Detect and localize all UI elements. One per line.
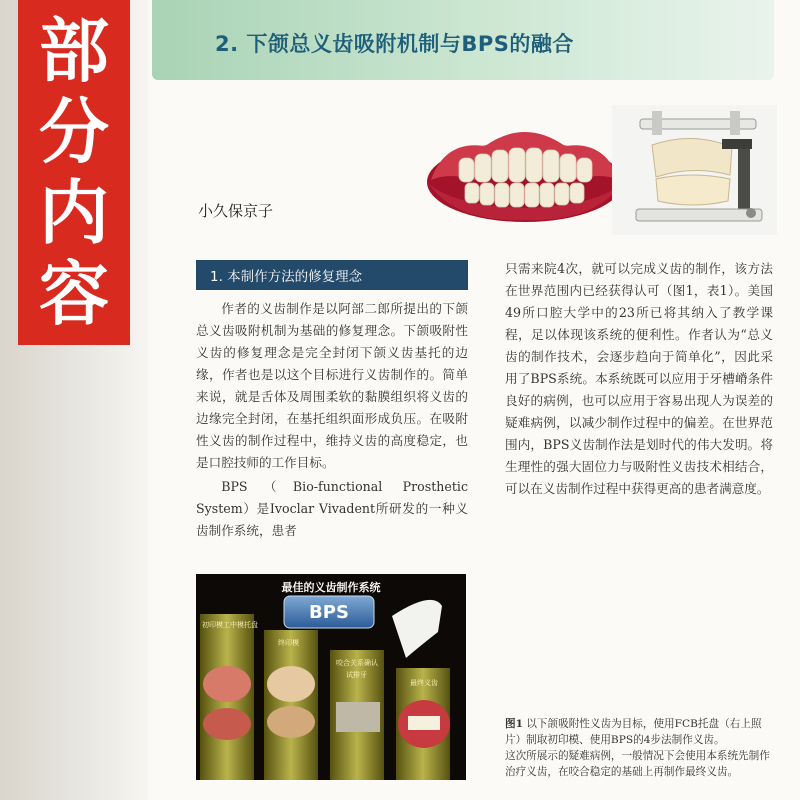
step-label: 试排牙: [346, 671, 367, 679]
banner-char: 部: [39, 9, 109, 92]
figure-caption: [505, 716, 773, 780]
section-heading: 1. 本制作方法的修复理念: [210, 269, 363, 285]
step-label: 初印模工中模托盘: [202, 621, 258, 629]
banner-char: 分: [39, 90, 109, 173]
banner-char: 内: [39, 172, 109, 255]
caption-label: 图1: [505, 718, 523, 730]
figure-1: [196, 574, 466, 780]
paragraph: 只需来院4次，就可以完成义齿的制作，该方法在世界范围内已经获得认可（图1，表1）。美国49所口腔大学中的23所已将其纳入了教学课程，足以体现该系统的便利性。作者认为“总义齿的制作技术，会逐步趋向于简单化”，因此采用了BPS系统。本系统既可以应用于牙槽嵴条件良好的病例，也可以应用于容易出现人为误差的疑难病例，以减少制作过程中的偏差。在世界范围内，BPS义齿制作法是划时代的伟大发明。将生理性的强大固位力与吸附性义齿技术相结合，可以在义齿制作过程中获得更高的患者满意度。: [505, 261, 773, 496]
paragraph: BPS（Bio-functional Prosthetic System）是Ivoclar Vivadent所研发的一种义齿制作系统，患者: [196, 479, 468, 538]
step-label: 终印模: [278, 639, 299, 647]
author-name: 小久保京子: [198, 202, 274, 220]
partial-content-banner: [18, 0, 130, 345]
denture-photo: [425, 110, 625, 225]
left-text-column: [196, 298, 468, 544]
bps-logo-text: BPS: [309, 602, 349, 623]
right-text-column: [505, 258, 773, 502]
paragraph: 作者的义齿制作是以阿部二郎所提出的下颌总义齿吸附机制为基础的修复理念。下颌吸附性义齿的修复理念是完全封闭下颌义齿基托的边缘，作者也是以这个目标进行义齿制作的。简单来说，就是舌体及周围柔软的黏膜组织将义齿的边缘完全封闭，在基托组织面形成负压。在吸附性义齿的制作过程中，维持义齿的高度稳定，也是口腔技师的工作目标。: [196, 301, 468, 470]
caption-text: 以下颌吸附性义齿为目标，使用FCB托盘（右上照片）制取初印模、使用BPS的4步法制作义齿。: [505, 718, 762, 746]
caption-note: 这次所展示的疑难病例，一般情况下会使用本系统先制作治疗义齿，在咬合稳定的基础上再制作最终义齿。: [505, 750, 770, 778]
step-label: 咬合关系确认: [336, 659, 378, 667]
section-heading-bar: [196, 260, 468, 290]
articulator-photo: [612, 105, 777, 235]
step-label: 最终义齿: [410, 679, 438, 687]
figure-title: 最佳的义齿制作系统: [281, 581, 381, 594]
banner-char: 容: [39, 253, 109, 336]
chapter-title: 2. 下颌总义齿吸附机制与BPS的融合: [215, 32, 574, 56]
